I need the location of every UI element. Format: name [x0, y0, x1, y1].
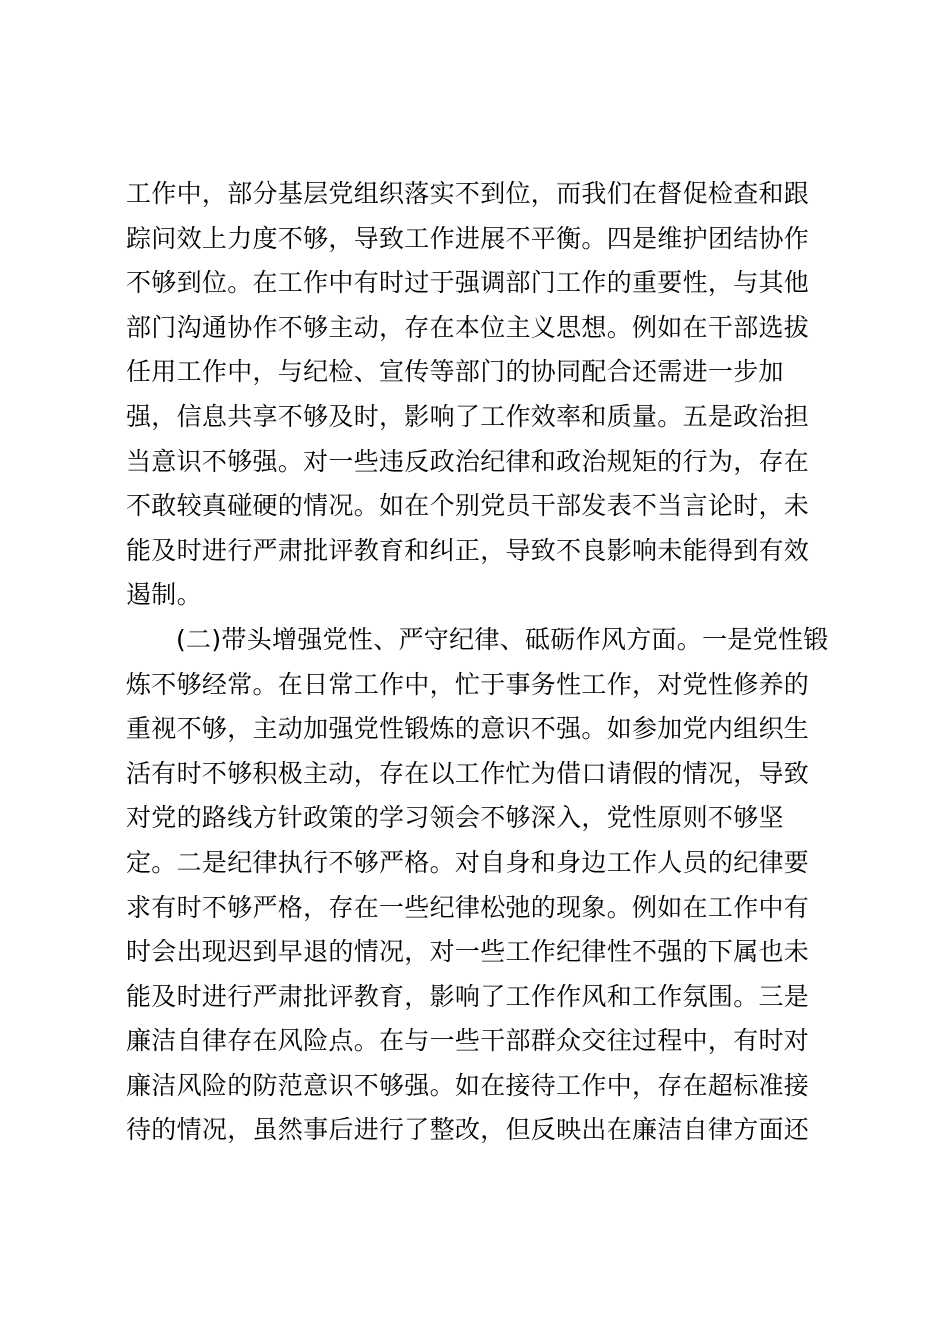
- text-line: 廉洁自律存在风险点。在与一些干部群众交往过程中，有时对: [126, 1026, 810, 1056]
- text-line: 遏制。: [126, 580, 202, 610]
- text-line: 炼不够经常。在日常工作中，忙于事务性工作，对党性修养的: [126, 669, 810, 699]
- text-line: 强，信息共享不够及时，影响了工作效率和质量。五是政治担: [126, 401, 810, 431]
- text-line: 部门沟通协作不够主动，存在本位主义思想。例如在干部选拔: [126, 312, 810, 342]
- text-line: 踪问效上力度不够，导致工作进展不平衡。四是维护团结协作: [126, 223, 810, 253]
- text-line: 能及时进行严肃批评教育，影响了工作作风和工作氛围。三是: [126, 981, 810, 1011]
- text-line: 工作中，部分基层党组织落实不到位，而我们在督促检查和跟: [126, 179, 810, 208]
- text-line: 能及时进行严肃批评教育和纠正，导致不良影响未能得到有效: [126, 535, 810, 565]
- text-line: 廉洁风险的防范意识不够强。如在接待工作中，存在超标准接: [126, 1070, 810, 1100]
- text-line: 当意识不够强。对一些违反政治纪律和政治规矩的行为，存在: [126, 446, 810, 476]
- body-text: [126, 172, 829, 1153]
- text-line: 定。二是纪律执行不够严格。对自身和身边工作人员的纪律要: [126, 847, 810, 877]
- text-line: 不敢较真碰硬的情况。如在个别党员干部发表不当言论时，未: [126, 491, 810, 521]
- section-heading-line: (二)带头增强党性、严守纪律、砥砺作风方面。一是党性锻: [176, 624, 829, 654]
- text-line: 对党的路线方针政策的学习领会不够深入，党性原则不够坚: [126, 803, 784, 833]
- text-line: 待的情况，虽然事后进行了整改，但反映出在廉洁自律方面还: [126, 1115, 810, 1145]
- text-line: 重视不够，主动加强党性锻炼的意识不强。如参加党内组织生: [126, 714, 810, 744]
- text-line: 任用工作中，与纪检、宣传等部门的协同配合还需进一步加: [126, 357, 784, 387]
- text-line: 时会出现迟到早退的情况，对一些工作纪律性不强的下属也未: [126, 937, 810, 967]
- text-line: 活有时不够积极主动，存在以工作忙为借口请假的情况，导致: [126, 758, 810, 788]
- text-line: 不够到位。在工作中有时过于强调部门工作的重要性，与其他: [126, 268, 810, 298]
- text-line: 求有时不够严格，存在一些纪律松弛的现象。例如在工作中有: [126, 892, 810, 922]
